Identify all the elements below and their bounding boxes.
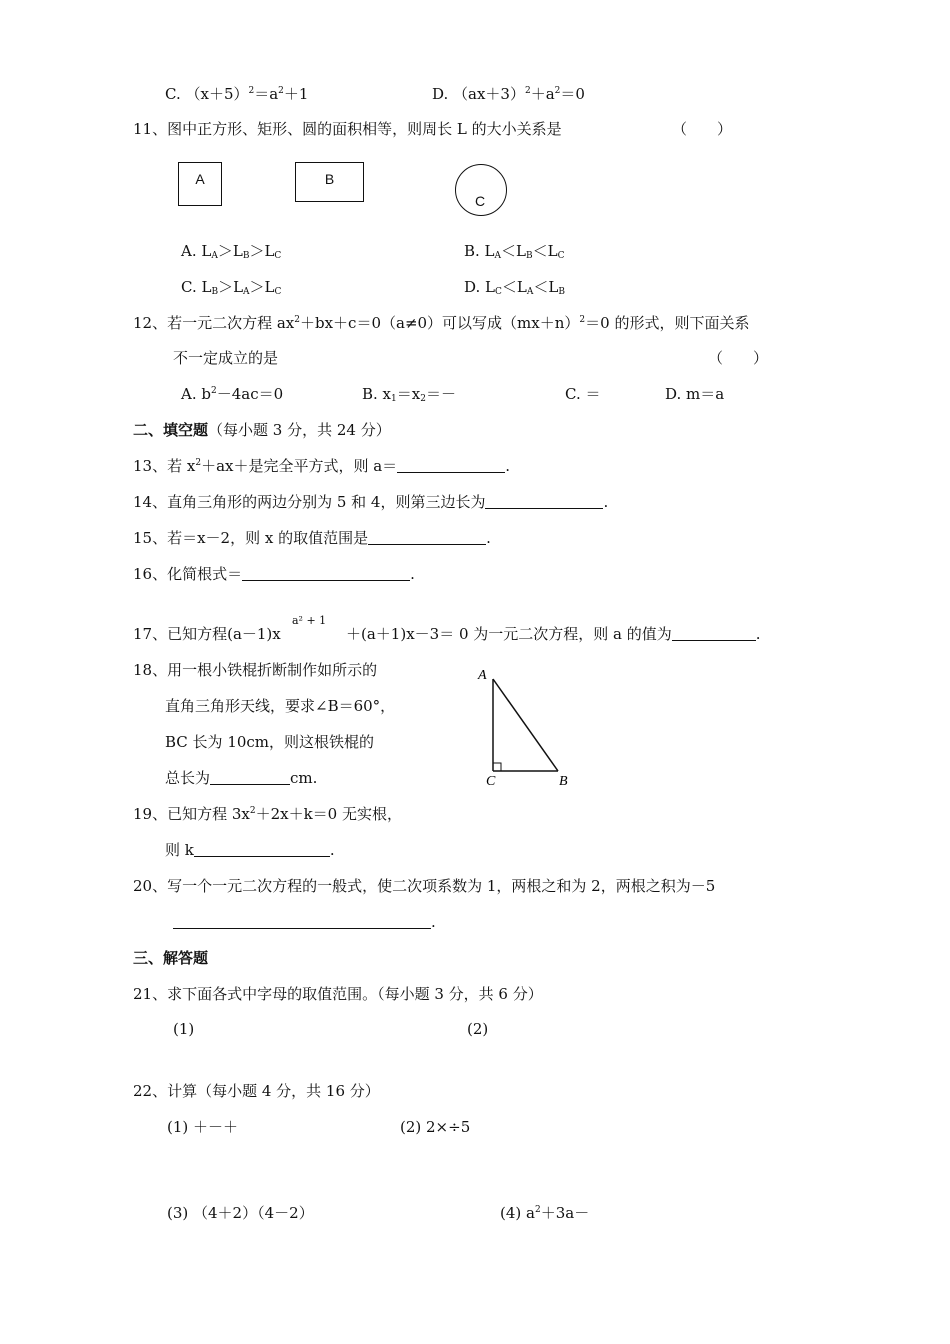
- right-angle-mark: [493, 763, 501, 771]
- q14: 14、直角三角形的两边分别为 5 和 4，则第三边长为 .: [133, 493, 609, 511]
- vertex-a-label: A: [478, 668, 487, 683]
- q17-post: ＋(a＋1)x－3＝ 0 为一元二次方程，则 a 的值为 .: [346, 625, 761, 643]
- q19-line2-text: 则 k: [165, 841, 194, 859]
- q12-option-a: A. $b^2-4ac=0$: [181, 385, 284, 403]
- q19-answer-blank[interactable]: [194, 842, 330, 857]
- q12-option-b: B. $x_1=x_2=-$: [362, 385, 456, 404]
- q14-text: 14、直角三角形的两边分别为 5 和 4，则第三边长为: [133, 493, 486, 511]
- q22-text: 22、计算（每小题 4 分，共 16 分）: [133, 1082, 380, 1100]
- q22-part2: (2) 2×÷5: [400, 1118, 471, 1136]
- right-triangle-figure: [470, 665, 580, 790]
- q17-pre: 17、已知方程(a－1)x: [133, 625, 281, 643]
- rectangle-label: B: [324, 171, 335, 187]
- rectangle-shape: [295, 162, 364, 202]
- q21-text: 21、求下面各式中字母的取值范围。（每小题 3 分，共 6 分）: [133, 985, 543, 1003]
- q11-answer-paren: （ ）: [672, 120, 733, 138]
- q18-line1: 18、用一根小铁棍折断制作如所示的: [133, 661, 378, 679]
- q22-part3: (3) （4＋2）（4－2）: [167, 1204, 314, 1222]
- q16: 16、化简根式＝ .: [133, 565, 415, 583]
- q20-answer-blank[interactable]: [173, 914, 431, 929]
- side-ab: [493, 679, 558, 771]
- square-label: A: [195, 171, 205, 187]
- q22-part1: (1) ＋－＋: [167, 1118, 239, 1136]
- square-shape: [178, 162, 222, 206]
- q17-exponent: a² + 1: [292, 614, 327, 627]
- q18-answer-blank[interactable]: [210, 770, 290, 785]
- q22-part4: (4) $a^2+3a-$: [500, 1204, 590, 1222]
- q10-option-c: C. $(x+5)^2=a^2+1$: [165, 85, 309, 103]
- q11-option-a: A. $L_A>L_B>L_C$: [181, 242, 282, 261]
- section2-note: （每小题 3 分，共 24 分）: [208, 421, 391, 439]
- q11-stem: 11、图中正方形、矩形、圆的面积相等，则周长 L 的大小关系是: [133, 120, 562, 138]
- q18-line3: BC 长为 10cm，则这根铁棍的: [165, 733, 375, 751]
- q19-line1: 19、已知方程 $3x^2+2x+k=0$ 无实根，: [133, 805, 402, 823]
- q11-option-c: C. $L_B>L_A>L_C$: [181, 278, 282, 297]
- q10-option-d: D. $(ax+3)^2+a^2=0$: [432, 85, 585, 103]
- section3-title: 三、解答题: [133, 949, 209, 967]
- q11-option-b: B. $L_A<L_B<L_C$: [464, 242, 565, 261]
- q14-answer-blank[interactable]: [485, 494, 603, 509]
- q21-part1: (1): [173, 1020, 195, 1038]
- q20-text: 20、写一个一元二次方程的一般式，使二次项系数为 1，两根之和为 2，两根之积为－5: [133, 877, 716, 895]
- q15-text: 15、若＝x－2，则 x 的取值范围是: [133, 529, 369, 547]
- q13: 13、若 $x^2+ax+$是完全平方式，则 a＝ .: [133, 457, 510, 475]
- q12-option-d: D. m＝a: [665, 385, 725, 403]
- q17-answer-blank[interactable]: [672, 626, 756, 641]
- q13-answer-blank[interactable]: [397, 458, 505, 473]
- q16-text: 16、化简根式＝: [133, 565, 243, 583]
- q18-line4-post: cm.: [290, 769, 318, 787]
- q18-line4: [165, 768, 317, 788]
- section2-title: 二、填空题: [133, 421, 209, 439]
- q12-answer-paren: （ ）: [708, 349, 769, 367]
- q18-line4-pre: 总长为: [165, 769, 211, 787]
- q11-option-d: D. $L_C<L_A<L_B$: [464, 278, 565, 297]
- q12-stem-line1: 12、若一元二次方程 $ax^2+bx+c=0(a\ne 0)$可以写成$(mx+n)^2=0$ 的形式，则下面关系: [133, 314, 750, 332]
- section2-heading: [133, 420, 391, 440]
- vertex-b-label: B: [559, 774, 568, 789]
- q15: 15、若＝x－2，则 x 的取值范围是 .: [133, 529, 491, 547]
- q16-answer-blank[interactable]: [242, 566, 410, 581]
- q15-answer-blank[interactable]: [368, 530, 486, 545]
- q12-option-c: C. ＝: [565, 385, 601, 403]
- q18-line2: 直角三角形天线，要求∠B＝60°，: [165, 697, 396, 715]
- q19-line2: 则 k .: [165, 841, 335, 859]
- q17-post-text: ＋(a＋1)x－3＝ 0 为一元二次方程，则 a 的值为: [346, 625, 672, 643]
- circle-label: C: [475, 193, 486, 209]
- vertex-c-label: C: [486, 774, 496, 789]
- q20-answer: .: [173, 912, 436, 932]
- q21-part2: (2): [467, 1020, 489, 1038]
- q12-stem-line2: 不一定成立的是: [173, 349, 279, 367]
